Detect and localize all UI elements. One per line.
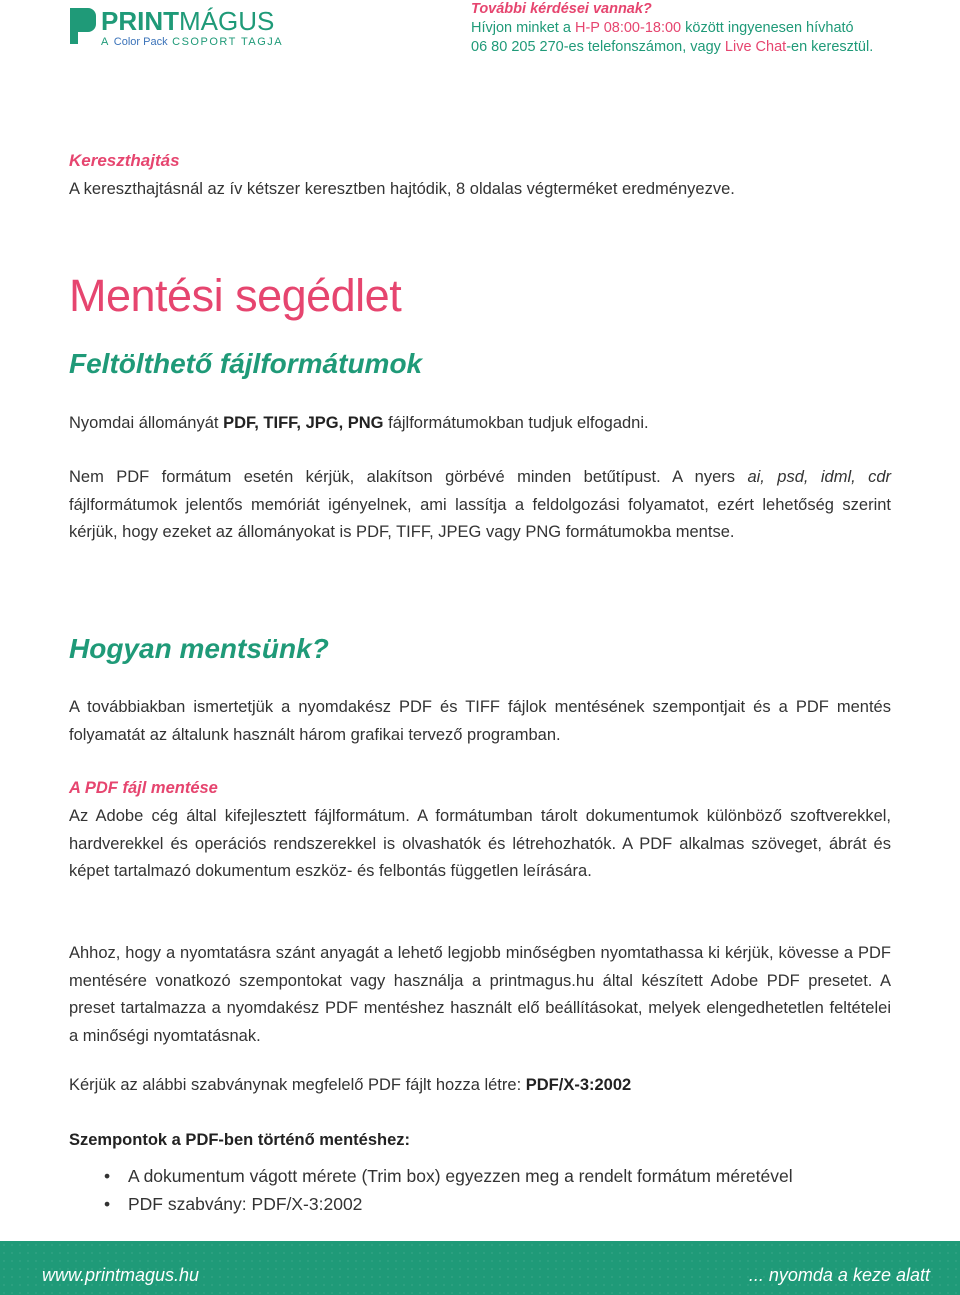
- how-intro: A továbbiakban ismertetjük a nyomdakész PDF és TIFF fájlok mentésének szempontjait és a PDF mentés folyamatát az általunk használt három grafikai tervező programban.: [69, 698, 891, 744]
- pdf-standard-paragraph: Kérjük az alábbi szabványnak megfelelő PDF fájlt hozza létre: PDF/X-3:2002: [69, 1076, 632, 1094]
- footer-slogan: ... nyomda a keze alatt: [748, 1265, 930, 1285]
- footer-website-link[interactable]: www.printmagus.hu: [42, 1265, 200, 1285]
- list-item: • A dokumentum vágott mérete (Trim box) egyezzen meg a rendelt formátum méretével: [104, 1166, 793, 1186]
- criteria-heading: Szempontok a PDF-ben történő mentéshez:: [69, 1131, 411, 1149]
- logo: [70, 8, 285, 48]
- logo-tagline: A Color Pack CSOPORT TAGJA: [101, 36, 284, 48]
- contact-question: További kérdései vannak?: [471, 1, 652, 17]
- contact-hours-line: Hívjon minket a H-P 08:00-18:00 között ingyenesen hívható: [471, 20, 854, 36]
- formats-heading: Feltölthető fájlformátumok: [69, 348, 423, 379]
- printmagus-logo-icon: [70, 8, 96, 44]
- contact-phone-line: 06 80 205 270-es telefonszámon, vagy Live Chat-en keresztül.: [471, 39, 874, 55]
- page-title: Mentési segédlet: [69, 270, 402, 321]
- logo-wordmark: PRINTMÁGUS: [101, 6, 275, 36]
- how-heading: Hogyan mentsünk?: [69, 633, 329, 664]
- contact-info: [471, 0, 941, 57]
- list-item: • PDF szabvány: PDF/X-3:2002: [104, 1194, 363, 1214]
- pdf-save-heading: A PDF fájl mentése: [69, 779, 218, 797]
- footer: [0, 1241, 960, 1295]
- pdf-save-paragraph-2: Ahhoz, hogy a nyomtatásra szánt anyagát a lehető legjobb minőségben nyomtathassa ki kérjük, kövesse a PDF mentésére vonatkozó szempontokat vagy használja a printmagus.hu által készített Adobe PDF presetet. A preset tartalmazza a nyomdakész PDF mentéshez használt elő beállításokat, melyek elengedhetetlen feltételei a minőségi nyomtatásnak.: [69, 944, 891, 1045]
- criteria-list: [69, 1162, 891, 1218]
- formats-paragraph-2: Nem PDF formátum esetén kérjük, alakítson görbévé minden betűtípust. A nyers ai, psd, idml, cdr fájlformátumok jelentős memóriát igényelnek, ami lassítja a feldolgozási folyamatot, ezért lehetőség szerint kérjük, hogy ezeket az állományokat is PDF, TIFF, JPEG vagy PNG formátumokba mentse.: [69, 468, 892, 541]
- cross-fold-text: A kereszthajtásnál az ív kétszer keresztben hajtódik, 8 oldalas végterméket eredményezve.: [69, 180, 735, 198]
- pdf-save-paragraph-1: Az Adobe cég által kifejlesztett fájlformátum. A formátumban tárolt dokumentumok különböző szoftverekkel, hardverekkel és operációs rendszerekkel is olvashatók és létrehozhatók. A PDF alkalmas szöveget, ábrát és képet tartalmazó dokumentum eszköz- és felbontás független leírására.: [69, 807, 891, 880]
- cross-fold-title: Kereszthajtás: [69, 151, 180, 170]
- live-chat-link[interactable]: Live Chat: [724, 39, 787, 55]
- formats-paragraph-1: Nyomdai állományát PDF, TIFF, JPG, PNG fájlformátumokban tudjuk elfogadni.: [69, 414, 649, 432]
